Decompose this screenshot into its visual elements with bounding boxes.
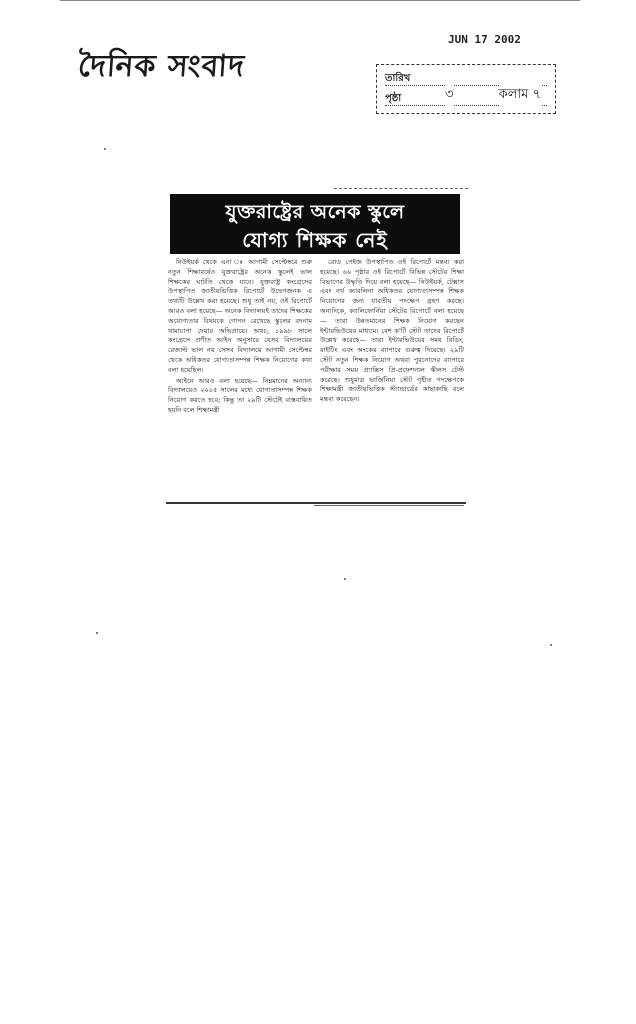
ref-column-number: ৭: [532, 87, 541, 102]
scan-speck: [96, 632, 98, 634]
article-paragraph: আইনে আরও বলা হয়েছে— নিম্নমানের অন্যান্য বিদ্যালয়েও ২০০৫ সালের মধ্যে যোগ্যতাসম্পন্ন শিক্ষক নিয়োগ করতে হবে; কিন্তু তা ২৯টি স্টেটেই বাস্তবায়িত হয়নি বলে শিক্ষামন্ত্রী: [168, 376, 312, 414]
headline-line-2: যোগ্য শিক্ষক নেই: [242, 228, 388, 252]
article-paragraph: রোড পেইজ উপস্থাপিত ওই রিপোর্টে মন্তব্য করা হয়েছে। ৬৬ পৃষ্ঠার ওই রিপোর্টে বিভিন্ন স্টেটের শিক্ষা বিভাগের উদ্ধৃতি দিয়ে বলা হয়েছে— নিউইয়র্ক, টেক্সাস এবং নর্থ ক্যারলিনা অধিকতর যোগ্যতাসম্পন্ন শিক্ষক নিয়োগের জন্য যাবতীয় পদক্ষেপ গ্রহণ করছে। অন্যদিকে, ক্যালিফোর্নিয়া স্টেটের রিপোর্টে বলা হয়েছে— তারা উন্নতমানের শিক্ষক নিয়োগ করছেন ইন্টারভিউয়ের মাধ্যমে। বেশ ক'টি স্টেট তাদের রিপোর্টে উল্লেখ করেছে— তারা ইন্টারভিউয়ের সময় রিডিং, রাইটিং এবং অংকের ব্যাপারে গুরুত্ব দিয়েছে। ২৯টি স্টেট নতুন শিক্ষক নিয়োগ অথবা পুরনোদের ব্যাপারে পরীক্ষার সময় প্র্যাক্সিস প্রি-প্রফেশনাল স্কীলস টেস্ট করেছে। শুধুমাত্র ভার্জিনিয়া স্টেট গৃহীত পদক্ষেপকে শিক্ষামন্ত্রী জাতীয়ভিত্তিক স্ট্যান্ডার্ডের কাছাকাছি বলে মন্তব্য করেছেন।: [320, 258, 464, 404]
article-paragraph: নিউইয়র্ক থেকে এনা ঃ আগামী সেপ্টেম্বরে শুরু নতুন শিক্ষাবর্ষেও যুক্তরাষ্ট্রের অনেক স্কুলেই ভাল শিক্ষকের ঘাটতি থেকে যাবে। যুক্তরাষ্ট্র কংগ্রেসের উপস্থাপিত জাতীয়ভিত্তিক রিপোর্টে উদ্বেগজনক এ তথ্যটি উল্লেখ করা হয়েছে। শুধু তাই নয়, ওই রিপোর্টে আরও বলা হয়েছে— অনেক বিদ্যালয়ই তাদের শিক্ষকের অযোগ্যতার বিষয়কে গোপন রেখেছে স্কুলের বদনাম থামাচাপা দেয়ার অভিপ্রায়ে। অথচ, ১৯৯৮ সালে কংগ্রেসে প্রণীত আইন অনুসারে যেসব বিদ্যালয়ের রেজাল্ট ভাল নয় সেসব বিদ্যালয়ে আগামী সেপ্টেম্বর থেকে অধিকতর যোগ্যতাসম্পন্ন শিক্ষক নিয়োগের কথা বলা হয়েছিল।: [168, 258, 312, 374]
ref-date-label: তারিখ: [385, 73, 413, 84]
ref-page-label: পৃষ্ঠা: [385, 93, 404, 104]
article-headline: [170, 194, 460, 254]
clipping-top-edge: [334, 188, 468, 190]
article-column-2: [320, 258, 464, 498]
ref-column-label: কলাম: [498, 87, 529, 102]
clipping-bottom-rule-secondary: [314, 505, 464, 506]
scan-speck: [344, 578, 346, 580]
clipping-bottom-rule: [166, 502, 466, 504]
article-column-1: [168, 258, 312, 498]
ref-page-line: [385, 87, 547, 106]
reference-box: [376, 64, 556, 114]
news-clipping: [164, 188, 470, 508]
top-scan-rule: [60, 0, 580, 1]
scan-speck: [550, 644, 552, 646]
ref-date-line: [385, 71, 547, 86]
scan-speck: [104, 148, 106, 150]
ref-column-value: [499, 85, 541, 106]
date-stamp: JUN 17 2002: [448, 33, 521, 46]
ref-page-value: ৩: [445, 85, 453, 106]
newspaper-masthead: দৈনিক সংবাদ: [76, 49, 247, 84]
article-body: [168, 258, 464, 498]
headline-line-1: যুক্তরাষ্ট্রের অনেক স্কুলে: [225, 201, 405, 223]
